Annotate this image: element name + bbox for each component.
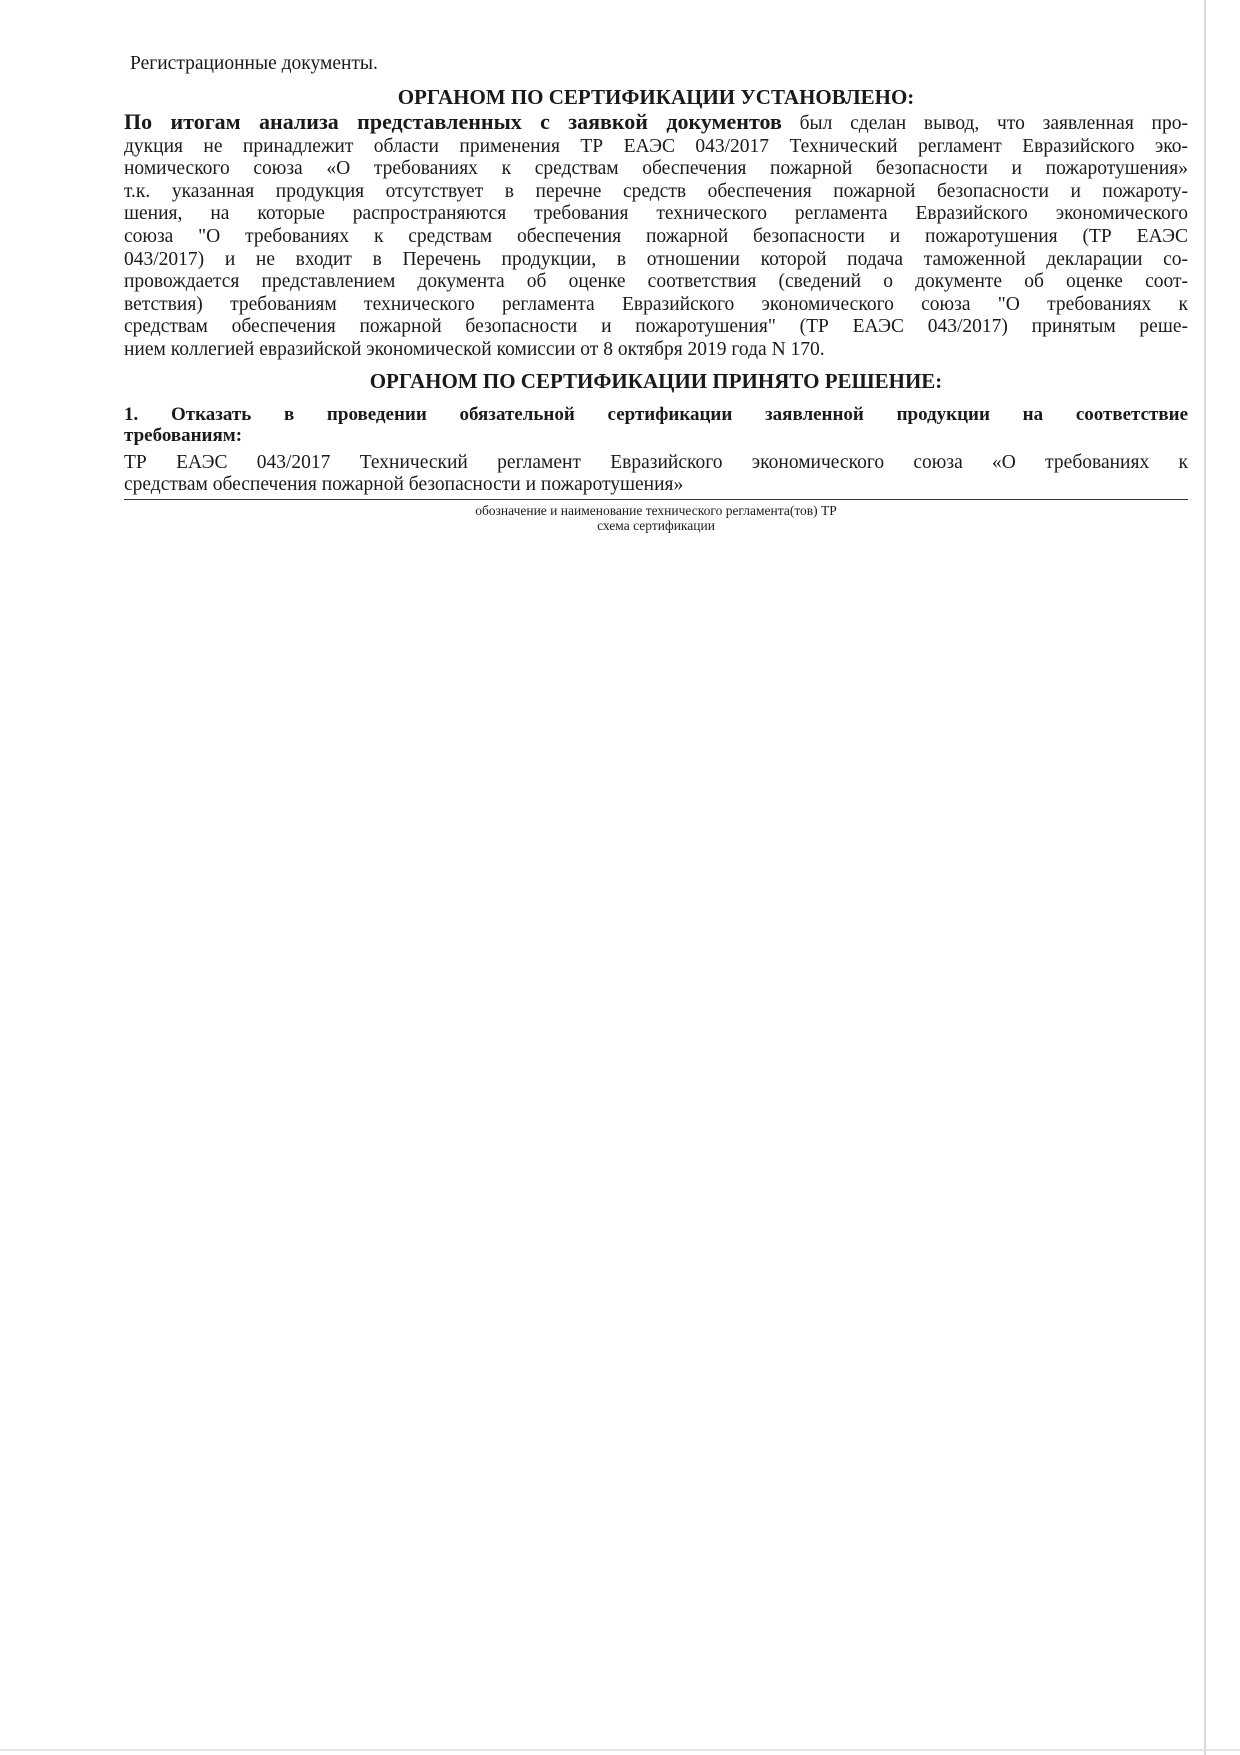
registration-documents-text: Регистрационные документы. — [130, 53, 378, 74]
regulation-designation — [124, 452, 1188, 497]
finding-line: союза "О требованиях к средствам обеспечения пожарной безопасности и пожаротушения (ТР ЕАЭС — [124, 225, 1188, 247]
field-caption-line: обозначение и наименование технического регламента(тов) ТР — [475, 502, 837, 518]
finding-lead-bold: По итогам анализа представленных с заявкой документов — [124, 109, 782, 134]
regulation-line: средствам обеспечения пожарной безопасности и пожаротушения» — [124, 474, 684, 496]
finding-first-line — [124, 111, 1188, 136]
scan-edge-right — [1204, 0, 1206, 1755]
decision-item-line: 1. Отказать в проведении обязательной сертификации заявленной продукции на соответствие — [124, 403, 1188, 425]
finding-line: провождается представлением документа об оценке соответствия (сведений о документе об оценке соот- — [124, 271, 1188, 293]
finding-line: средствам обеспечения пожарной безопасности и пожаротушения" (ТР ЕАЭС 043/2017) принятым реше- — [124, 316, 1188, 338]
established-heading: ОРГАНОМ ПО СЕРТИФИКАЦИИ УСТАНОВЛЕНО: — [397, 85, 915, 109]
field-caption-line: схема сертификации — [597, 517, 715, 533]
finding-line: номического союза «О требованиях к средствам обеспечения пожарной безопасности и пожаротушения» — [124, 158, 1188, 180]
finding-first-line-rest: был сделан вывод, что заявленная про- — [781, 113, 1188, 134]
finding-line: шения, на которые распространяются требования технического регламента Евразийского экономического — [124, 203, 1188, 225]
finding-line: дукция не принадлежит области применения ТР ЕАЭС 043/2017 Технический регламент Евразийского эко- — [124, 135, 1188, 157]
finding-line: 043/2017) и не входит в Перечень продукции, в отношении которой подача таможенной декларации со- — [124, 248, 1188, 270]
finding-line: нием коллегией евразийской экономической комиссии от 8 октября 2019 года N 170. — [124, 338, 825, 360]
fill-in-underline — [124, 499, 1188, 500]
field-caption — [124, 503, 1188, 533]
decision-item-line: требованиям: — [124, 424, 243, 446]
regulation-line: ТР ЕАЭС 043/2017 Технический регламент Евразийского экономического союза «О требованиях к — [124, 451, 1188, 473]
scan-edge-bottom — [0, 1749, 1240, 1751]
finding-line: т.к. указанная продукция отсутствует в перечне средств обеспечения пожарной безопасности и пожароту- — [124, 180, 1188, 202]
decision-item-1 — [124, 404, 1188, 446]
document-page — [124, 52, 1188, 533]
decision-heading: ОРГАНОМ ПО СЕРТИФИКАЦИИ ПРИНЯТО РЕШЕНИЕ: — [369, 368, 943, 393]
finding-paragraph — [124, 111, 1188, 362]
finding-line: ветствия) требованиям технического регламента Евразийского экономического союза "О требованиях к — [124, 293, 1188, 315]
